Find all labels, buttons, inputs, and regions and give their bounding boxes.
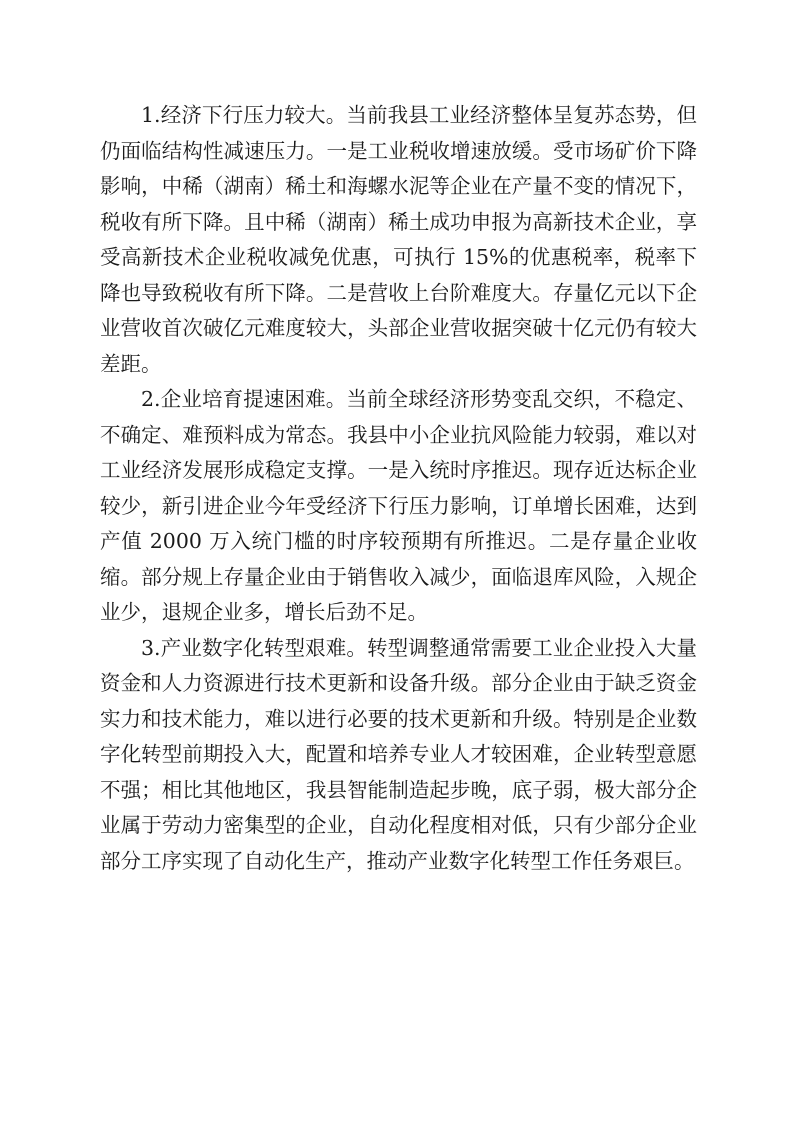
paragraph-economic-pressure: 1.经济下行压力较大。当前我县工业经济整体呈复苏态势，但仍面临结构性减速压力。一是工业税收增速放缓。受市场矿价下降影响，中稀（湖南）稀土和海螺水泥等企业在产量不变的情况下，税收有所下降。且中稀（湖南）稀土成功申报为高新技术企业，享受高新技术企业税收减免优惠，可执行 15%的优惠税率，税率下降也导致税收有所下降。二是营收上台阶难度大。存量亿元以下企业营收首次破亿元难度较大，头部企业营收据突破十亿元仍有较大差距。 [100,103,697,376]
document-body [100,98,697,879]
paragraph-digital-transformation: 3.产业数字化转型艰难。转型调整通常需要工业企业投入大量资金和人力资源进行技术更新和设备升级。部分企业由于缺乏资金实力和技术能力，难以进行必要的技术更新和升级。特别是企业数字化转型前期投入大，配置和培养专业人才较困难，企业转型意愿不强；相比其他地区，我县智能制造起步晚，底子弱，极大部分企业属于劳动力密集型的企业，自动化程度相对低，只有少部分企业部分工序实现了自动化生产，推动产业数字化转型工作任务艰巨。 [100,635,697,873]
paragraph-enterprise-cultivation: 2.企业培育提速困难。当前全球经济形势变乱交织，不稳定、不确定、难预料成为常态。我县中小企业抗风险能力较弱，难以对工业经济发展形成稳定支撑。一是入统时序推迟。现存近达标企业较少，新引进企业今年受经济下行压力影响，订单增长困难，达到产值 2000 万入统门槛的时序较预期有所推迟。二是存量企业收缩。部分规上存量企业由于销售收入减少，面临退库风险，入规企业少，退规企业多，增长后劲不足。 [100,387,697,624]
